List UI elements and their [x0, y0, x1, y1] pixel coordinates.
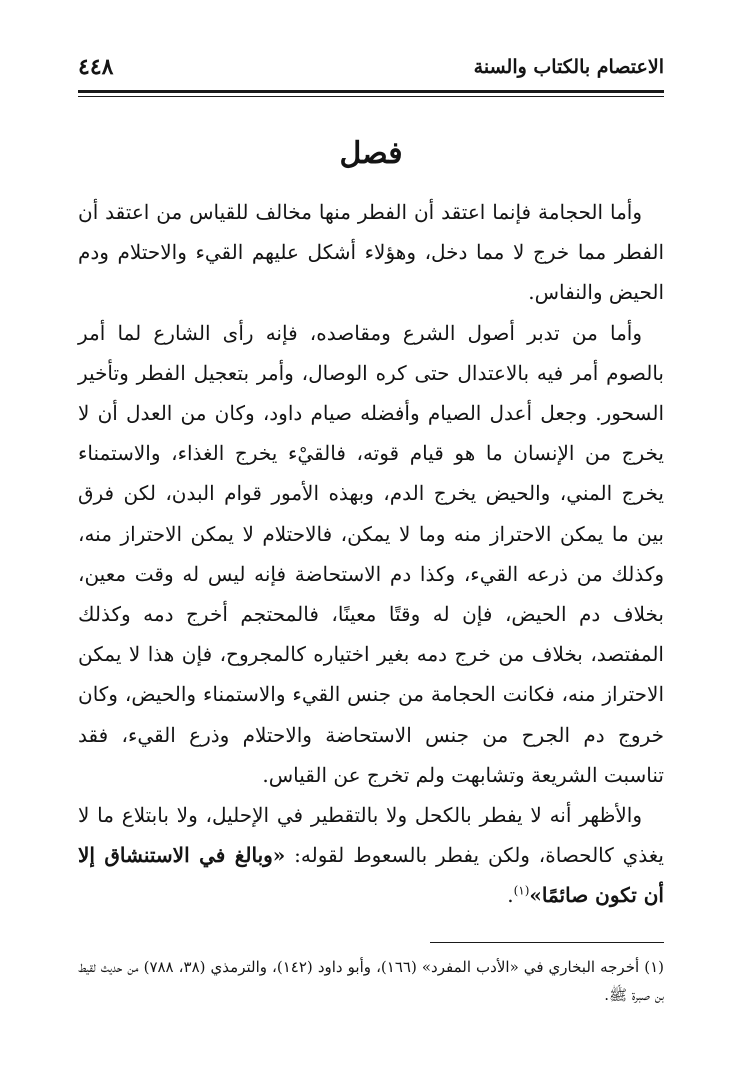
footnotes: [78, 953, 664, 1009]
paragraph-3-end: .: [507, 883, 514, 908]
footnote-1: (١) أخرجه البخاري في «الأدب المفرد» (١٦٦)، وأبو داود (١٤٢)، والترمذي (٣٨، ٧٨٨) من حديث لقيط بن صبرة ﷺ.: [78, 958, 664, 1004]
main-text: [78, 192, 664, 916]
hadith-quote: «وبالغ في الاستنشاق إلا أن تكون صائمًا»: [78, 843, 664, 908]
paragraph-2: وأما من تدبر أصول الشرع ومقاصده، فإنه رأى الشارع لما أمر بالصوم أمر فيه بالاعتدال حتى كره الوصال، وأمر بتعجيل الفطر وتأخير السحور. وجعل أعدل الصيام وأفضله صيام داود، وكان من العدل أن لا يخرج من الإنسان ما هو قيام قوته، فالقيْء يخرج الغذاء، والاستمناء يخرج المني، والحيض يخرج الدم، وبهذه الأمور قوام البدن، لكن فرق بين ما يمكن الاحتراز منه وما لا يمكن، فالاحتلام لا يمكن الاحتراز منه، وكذلك من ذرعه القيء، وكذا دم الاستحاضة فإنه ليس له وقت معين، بخلاف دم الحيض، فإن له وقتًا معينًا، فالمحتجم أخرج دمه وكذلك المفتصد، بخلاف من خرج دمه بغير اختياره كالمجروح، فإن هذا لا يمكن الاحتراز منه، فكانت الحجامة من جنس القيء والاستمناء والحيض، وكان خروج دم الجرح من جنس الاستحاضة والاحتلام وذرع القيء، فقد تناسبت الشريعة وتشابهت ولم تخرج عن القياس.: [78, 320, 665, 787]
header-rule-thick: [78, 90, 664, 93]
footnote-separator: [430, 942, 664, 943]
header-rule-thin: [78, 96, 664, 97]
paragraph-3: [78, 795, 664, 916]
page-header: [78, 52, 664, 86]
section-title: فصل: [339, 136, 403, 171]
paragraph-1: وأما الحجامة فإنما اعتقد أن الفطر منها مخالف للقياس من اعتقد أن الفطر مما خرج لا مما دخل، وهؤلاء أشكل عليهم القيء والاحتلام ودم الحيض والنفاس.: [78, 200, 664, 305]
running-title: الاعتصام بالكتاب والسنة: [473, 56, 664, 78]
footnote-marker[interactable]: (١): [513, 883, 530, 898]
page-number: ٤٤٨: [78, 54, 114, 80]
paragraph-3-text: والأظهر أنه لا يفطر بالكحل ولا بالتقطير في الإحليل، ولا بابتلاع ما لا يغذي كالحصاة، ولكن يفطر بالسعوط لقوله:: [78, 803, 664, 868]
